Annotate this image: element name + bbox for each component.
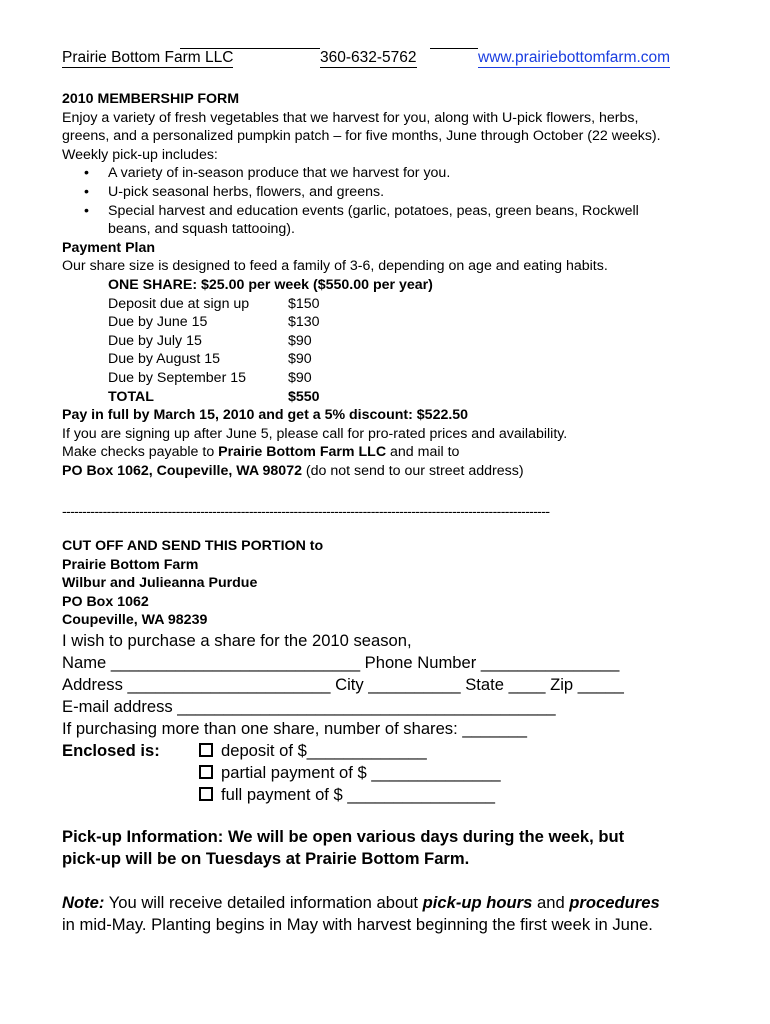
- list-item-continuation: beans, and squash tattooing).: [108, 221, 295, 238]
- note-line: Note: You will receive detailed information about pick-up hours and procedures: [62, 893, 660, 912]
- checkbox-icon[interactable]: [199, 787, 213, 801]
- form-title: 2010 MEMBERSHIP FORM: [62, 91, 240, 107]
- intro-line: Weekly pick-up includes:: [62, 146, 218, 163]
- note-line: in mid-May. Planting begins in May with harvest beginning the first week in June.: [62, 915, 653, 934]
- cut-line-divider: ------------------------------------------------------------------------------------------------------------------------: [62, 503, 550, 519]
- cutoff-address-block: [62, 537, 323, 630]
- intro-line: greens, and a personalized pumpkin patch – for five months, June through October (22 weeks).: [62, 128, 661, 145]
- list-item: • Special harvest and education events (garlic, potatoes, peas, green beans, Rockwell: [84, 202, 639, 219]
- pickup-line: pick-up will be on Tuesdays at Prairie Bottom Farm.: [62, 849, 470, 868]
- pickup-includes-list: [62, 164, 661, 238]
- email-field[interactable]: E-mail address _________________________________________: [62, 697, 556, 716]
- schedule-total-row: TOTAL $550: [108, 388, 320, 405]
- schedule-row: Due by July 15 $90: [108, 332, 312, 349]
- checkbox-icon[interactable]: [199, 765, 213, 779]
- cutoff-line: PO Box 1062: [62, 593, 149, 610]
- farm-phone: 360-632-5762: [320, 49, 417, 66]
- cutoff-line: Prairie Bottom Farm: [62, 556, 199, 573]
- bullet-icon: •: [84, 202, 89, 219]
- website-link[interactable]: www.prairiebottomfarm.com: [478, 49, 671, 66]
- enclosed-option-row: [62, 784, 624, 806]
- full-payment-option[interactable]: full payment of $ ________________: [199, 784, 495, 806]
- enclosed-label: Enclosed is:: [62, 741, 160, 760]
- deposit-option[interactable]: deposit of $_____________: [199, 740, 427, 762]
- letterhead: [62, 48, 702, 68]
- schedule-row: Deposit due at sign up $150: [108, 295, 320, 312]
- cutoff-line: CUT OFF AND SEND THIS PORTION to: [62, 538, 324, 554]
- pickup-info: [62, 826, 624, 870]
- cutoff-line: Coupeville, WA 98239: [62, 612, 208, 629]
- header-underline-gap: [180, 48, 320, 49]
- payment-schedule: [62, 295, 661, 407]
- discount-offer: Pay in full by March 15, 2010 and get a 5% discount: $522.50: [62, 407, 469, 424]
- note-label: Note:: [62, 893, 105, 912]
- form-intro: I wish to purchase a share for the 2010 season,: [62, 631, 412, 650]
- name-phone-field[interactable]: Name ___________________________ Phone Number _______________: [62, 653, 620, 672]
- share-price: ONE SHARE: $25.00 per week ($550.00 per year): [108, 276, 433, 293]
- checks-payable: Make checks payable to Prairie Bottom Farm LLC and mail to: [62, 444, 460, 461]
- cutoff-line: Wilbur and Julieanna Purdue: [62, 575, 258, 592]
- order-form: [62, 630, 624, 806]
- mailing-address: PO Box 1062, Coupeville, WA 98072 (do not send to our street address): [62, 462, 524, 479]
- list-item: • A variety of in-season produce that we harvest for you.: [84, 165, 451, 182]
- note-section: [62, 892, 660, 936]
- enclosed-option-row: [62, 762, 624, 784]
- address-field[interactable]: Address ______________________ City __________ State ____ Zip _____: [62, 675, 624, 694]
- shares-count-field[interactable]: If purchasing more than one share, number of shares: _______: [62, 719, 527, 738]
- list-item: • U-pick seasonal herbs, flowers, and greens.: [84, 183, 385, 200]
- schedule-row: Due by September 15 $90: [108, 369, 312, 386]
- pickup-line: Pick-up Information: We will be open various days during the week, but: [62, 827, 625, 846]
- late-signup-note: If you are signing up after June 5, please call for pro-rated prices and availability.: [62, 425, 568, 442]
- header-underline-gap-2: [430, 48, 478, 49]
- farm-name: Prairie Bottom Farm LLC: [62, 49, 234, 66]
- bullet-icon: •: [84, 165, 89, 182]
- enclosed-option-row: [62, 740, 624, 762]
- bullet-icon: •: [84, 183, 89, 200]
- intro-line: Enjoy a variety of fresh vegetables that we harvest for you, along with U-pick flowers, herbs,: [62, 109, 639, 126]
- intro-section: [62, 90, 661, 480]
- checkbox-icon[interactable]: [199, 743, 213, 757]
- partial-payment-option[interactable]: partial payment of $ ______________: [199, 762, 501, 784]
- payment-description: Our share size is designed to feed a family of 3-6, depending on age and eating habits.: [62, 258, 608, 275]
- schedule-row: Due by June 15 $130: [108, 314, 320, 331]
- schedule-row: Due by August 15 $90: [108, 351, 312, 368]
- payment-heading: Payment Plan: [62, 239, 156, 256]
